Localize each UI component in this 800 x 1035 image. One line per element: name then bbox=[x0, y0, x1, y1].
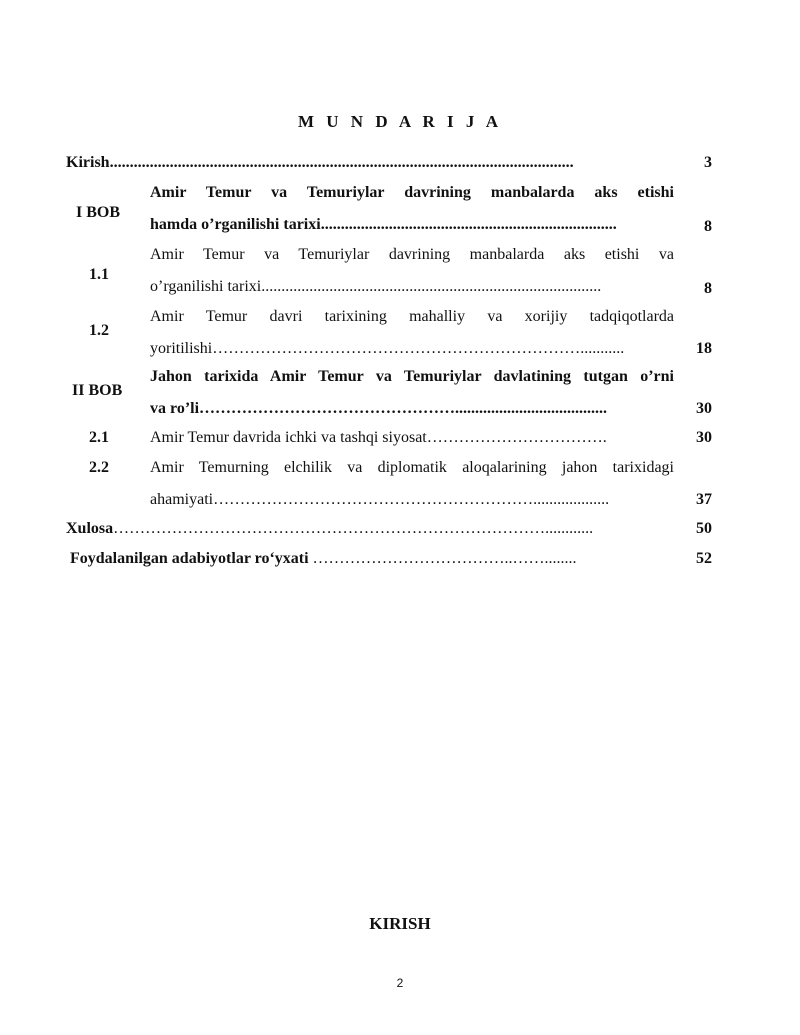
toc-leader-dots: ………………………………..……........ bbox=[312, 550, 577, 567]
toc-label-bob1: I BOB bbox=[76, 204, 121, 221]
toc-page-kirish: 3 bbox=[704, 154, 712, 171]
toc-leader-dots: .......................................................................... bbox=[320, 216, 617, 233]
toc-title: M U N D A R I J A bbox=[297, 112, 502, 131]
toc-entry-kirish bbox=[66, 154, 674, 172]
toc-2-2-line1: Amir Temurning elchilik va diplomatik aloqalarining jahon tarixidagi bbox=[150, 459, 674, 476]
toc-1-2-line1: Amir Temur davri tarixining mahalliy va xorijiy tadqiqotlarda bbox=[150, 308, 674, 325]
toc-entry-text: Foydalanilgan adabiyotlar ro‘yxati bbox=[70, 550, 313, 567]
toc-entry-text: yoritilishi bbox=[150, 340, 213, 357]
toc-bob2-line2 bbox=[150, 400, 674, 418]
toc-leader-dots: ……………………………. bbox=[426, 429, 607, 446]
toc-label-1-1: 1.1 bbox=[89, 266, 109, 283]
toc-leader-dots: ..................................................................................... bbox=[261, 278, 602, 295]
toc-leader-dots: .................................................................................................................... bbox=[109, 154, 574, 171]
toc-label-2-2: 2.2 bbox=[89, 459, 109, 476]
toc-label-1-2: 1.2 bbox=[89, 322, 109, 339]
toc-2-2-line2 bbox=[150, 491, 674, 509]
toc-leader-dots: …………………………………………...................................... bbox=[199, 400, 608, 417]
toc-1-2-line2 bbox=[150, 340, 674, 358]
toc-entry-text: Kirish bbox=[66, 154, 110, 171]
toc-page-2-2: 37 bbox=[696, 491, 712, 508]
toc-entry-adabiyot bbox=[70, 550, 674, 568]
toc-leader-dots: ……………………………………………………………........... bbox=[212, 340, 625, 357]
toc-bob2-line1: Jahon tarixida Amir Temur va Temuriylar davlatining tutgan o’rni bbox=[150, 368, 674, 385]
toc-entry-text: va ro’li bbox=[150, 400, 200, 417]
toc-page-1-2: 18 bbox=[696, 340, 712, 357]
section-heading-kirish: KIRISH bbox=[369, 914, 431, 933]
toc-label-bob2: II BOB bbox=[72, 382, 123, 399]
toc-entry-xulosa bbox=[66, 520, 674, 538]
toc-page-adabiyot: 52 bbox=[696, 550, 712, 567]
toc-entry-text: Amir Temur davrida ichki va tashqi siyosat bbox=[150, 429, 427, 446]
toc-leader-dots: ……………………………………………………................... bbox=[213, 491, 610, 508]
toc-entry-text: Xulosa bbox=[66, 520, 114, 537]
toc-entry-text: o’rganilishi tarixi bbox=[150, 278, 262, 295]
toc-2-1-line1 bbox=[150, 429, 674, 447]
toc-bob1-line1: Amir Temur va Temuriylar davrining manbalarda aks etishi bbox=[150, 184, 674, 201]
toc-bob1-line2 bbox=[150, 216, 674, 234]
toc-page-xulosa: 50 bbox=[696, 520, 712, 537]
toc-page-1-1: 8 bbox=[704, 280, 712, 297]
toc-1-1-line2 bbox=[150, 278, 674, 296]
toc-leader-dots: ………………………………………………………………………............ bbox=[113, 520, 594, 537]
toc-label-2-1: 2.1 bbox=[89, 429, 109, 446]
toc-1-1-line1: Amir Temur va Temuriylar davrining manbalarda aks etishi va bbox=[150, 246, 674, 263]
toc-page-bob2: 30 bbox=[696, 400, 712, 417]
toc-entry-text: hamda o’rganilishi tarixi bbox=[150, 216, 321, 233]
page-number: 2 bbox=[396, 976, 404, 990]
toc-page-2-1: 30 bbox=[696, 429, 712, 446]
toc-entry-text: ahamiyati bbox=[150, 491, 214, 508]
toc-page-bob1: 8 bbox=[704, 218, 712, 235]
